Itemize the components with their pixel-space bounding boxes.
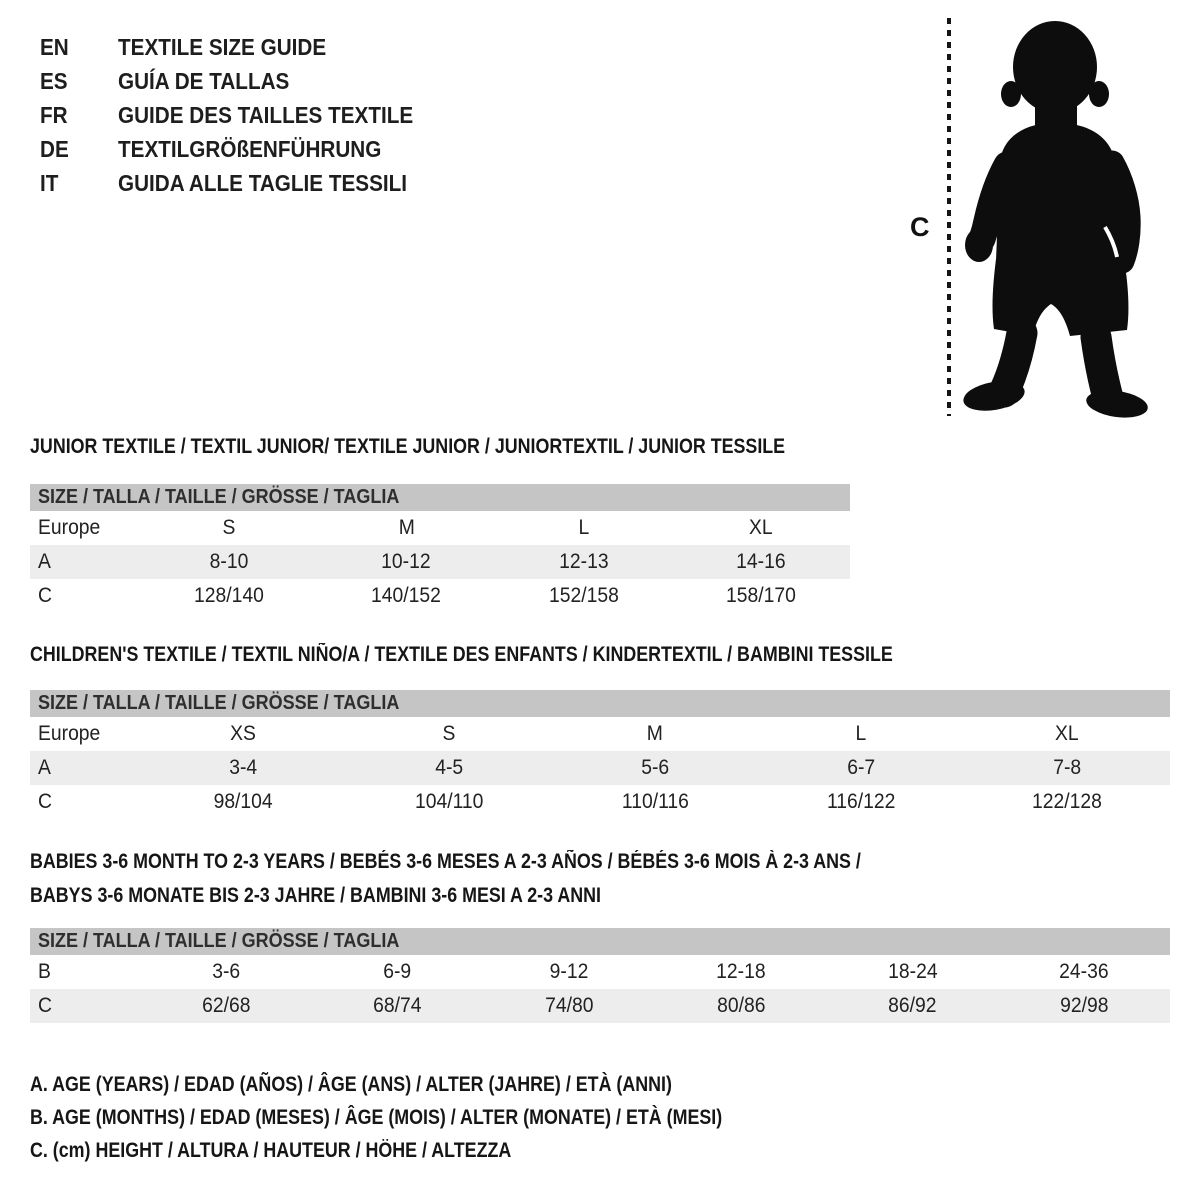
- row-label: A: [38, 756, 51, 779]
- language-row-de: [40, 132, 446, 166]
- height-cell: 92/98: [1060, 994, 1109, 1017]
- months-cell: 9-12: [549, 960, 589, 983]
- height-cell: 158/170: [726, 584, 797, 607]
- row-label: B: [38, 960, 51, 983]
- age-cell: 6-7: [847, 756, 875, 779]
- legend-height-cm: C. (cm) HEIGHT / ALTURA / HAUTEUR / HÖHE / ALTEZZA: [30, 1139, 512, 1162]
- table-row-height: [30, 989, 1170, 1023]
- row-label: Europe: [38, 722, 101, 745]
- table-row-height: [30, 785, 1170, 819]
- measurement-legend: [30, 1068, 844, 1167]
- junior-section-heading: JUNIOR TEXTILE / TEXTIL JUNIOR/ TEXTILE JUNIOR / JUNIORTEXTIL / JUNIOR TESSILE: [30, 435, 786, 458]
- language-code: IT: [40, 169, 59, 196]
- size-cell: XL: [1055, 722, 1079, 745]
- size-table-header: SIZE / TALLA / TAILLE / GRÖSSE / TAGLIA: [30, 690, 1170, 717]
- junior-size-table: [30, 484, 850, 613]
- table-row-months: [30, 955, 1170, 989]
- months-cell: 3-6: [211, 960, 240, 983]
- guide-title: TEXTILE SIZE GUIDE: [118, 33, 327, 60]
- height-cell: 68/74: [373, 994, 422, 1017]
- size-table-header: SIZE / TALLA / TAILLE / GRÖSSE / TAGLIA: [30, 484, 850, 511]
- babies-section-heading: BABIES 3-6 MONTH TO 2-3 YEARS / BEBÉS 3-6 MESES A 2-3 AÑOS / BÉBÉS 3-6 MOIS À 2-3 ANS / BABYS 3-6 MONATE BIS 2-3 JAHRE / BAMBINI 3-6 MESI A 2-3 ANNI: [30, 850, 861, 907]
- height-label: C: [910, 212, 930, 242]
- height-cell: 116/122: [826, 790, 896, 813]
- legend-age-years: A. AGE (YEARS) / EDAD (AÑOS) / ÂGE (ANS) / ALTER (JAHRE) / ETÀ (ANNI): [30, 1073, 672, 1096]
- height-cell: 98/104: [213, 790, 273, 813]
- height-cell: 152/158: [548, 584, 619, 607]
- language-code: DE: [40, 135, 69, 162]
- months-cell: 24-36: [1059, 960, 1109, 983]
- language-row-it: [40, 166, 446, 200]
- age-cell: 7-8: [1053, 756, 1081, 779]
- row-label: C: [38, 994, 52, 1017]
- size-cell: M: [398, 516, 415, 539]
- height-figure: [900, 0, 1200, 430]
- months-cell: 18-24: [887, 960, 938, 983]
- language-code: ES: [40, 67, 68, 94]
- height-cell: 86/92: [888, 994, 937, 1017]
- guide-title: GUIDA ALLE TAGLIE TESSILI: [118, 169, 408, 196]
- age-cell: 3-4: [229, 756, 257, 779]
- height-cell: 110/116: [621, 790, 689, 813]
- table-row-europe: [30, 717, 1170, 751]
- row-label: Europe: [38, 516, 101, 539]
- language-row-en: [40, 30, 446, 64]
- children-size-table: [30, 690, 1170, 819]
- height-cell: 80/86: [716, 994, 766, 1017]
- language-title-list: [40, 30, 446, 200]
- months-cell: 12-18: [716, 960, 766, 983]
- height-cell: 104/110: [414, 790, 484, 813]
- size-cell: L: [855, 722, 867, 745]
- size-cell: XL: [749, 516, 774, 539]
- row-label: C: [38, 790, 52, 813]
- height-cell: 128/140: [193, 584, 264, 607]
- toddler-silhouette-icon: [945, 15, 1150, 420]
- guide-title: GUIDE DES TAILLES TEXTILE: [118, 101, 414, 128]
- table-row-age: [30, 545, 850, 579]
- size-cell: S: [222, 516, 236, 539]
- guide-title: TEXTILGRÖßENFÜHRUNG: [118, 135, 382, 162]
- language-row-es: [40, 64, 446, 98]
- legend-age-months: B. AGE (MONTHS) / EDAD (MESES) / ÂGE (MOIS) / ALTER (MONATE) / ETÀ (MESI): [30, 1106, 723, 1129]
- size-cell: L: [578, 516, 590, 539]
- size-cell: M: [646, 722, 664, 745]
- age-cell: 4-5: [435, 756, 463, 779]
- table-row-age: [30, 751, 1170, 785]
- language-code: FR: [40, 101, 68, 128]
- language-code: EN: [40, 33, 69, 60]
- table-row-height: [30, 579, 850, 613]
- row-label: A: [38, 550, 51, 573]
- row-label: C: [38, 584, 52, 607]
- age-cell: 8-10: [209, 550, 249, 573]
- table-row-europe: [30, 511, 850, 545]
- height-cell: 74/80: [544, 994, 594, 1017]
- size-table-header: SIZE / TALLA / TAILLE / GRÖSSE / TAGLIA: [30, 928, 1170, 955]
- guide-title: GUÍA DE TALLAS: [118, 67, 290, 94]
- size-cell: XS: [230, 722, 256, 745]
- age-cell: 5-6: [641, 756, 669, 779]
- age-cell: 14-16: [736, 550, 786, 573]
- size-cell: S: [442, 722, 456, 745]
- language-row-fr: [40, 98, 446, 132]
- height-cell: 122/128: [1032, 790, 1102, 813]
- children-section-heading: CHILDREN'S TEXTILE / TEXTIL NIÑO/A / TEXTILE DES ENFANTS / KINDERTEXTIL / BAMBINI TESSILE: [30, 643, 893, 666]
- months-cell: 6-9: [383, 960, 412, 983]
- age-cell: 10-12: [381, 550, 431, 573]
- height-cell: 140/152: [371, 584, 442, 607]
- height-cell: 62/68: [201, 994, 251, 1017]
- babies-size-table: [30, 928, 1170, 1023]
- age-cell: 12-13: [559, 550, 609, 573]
